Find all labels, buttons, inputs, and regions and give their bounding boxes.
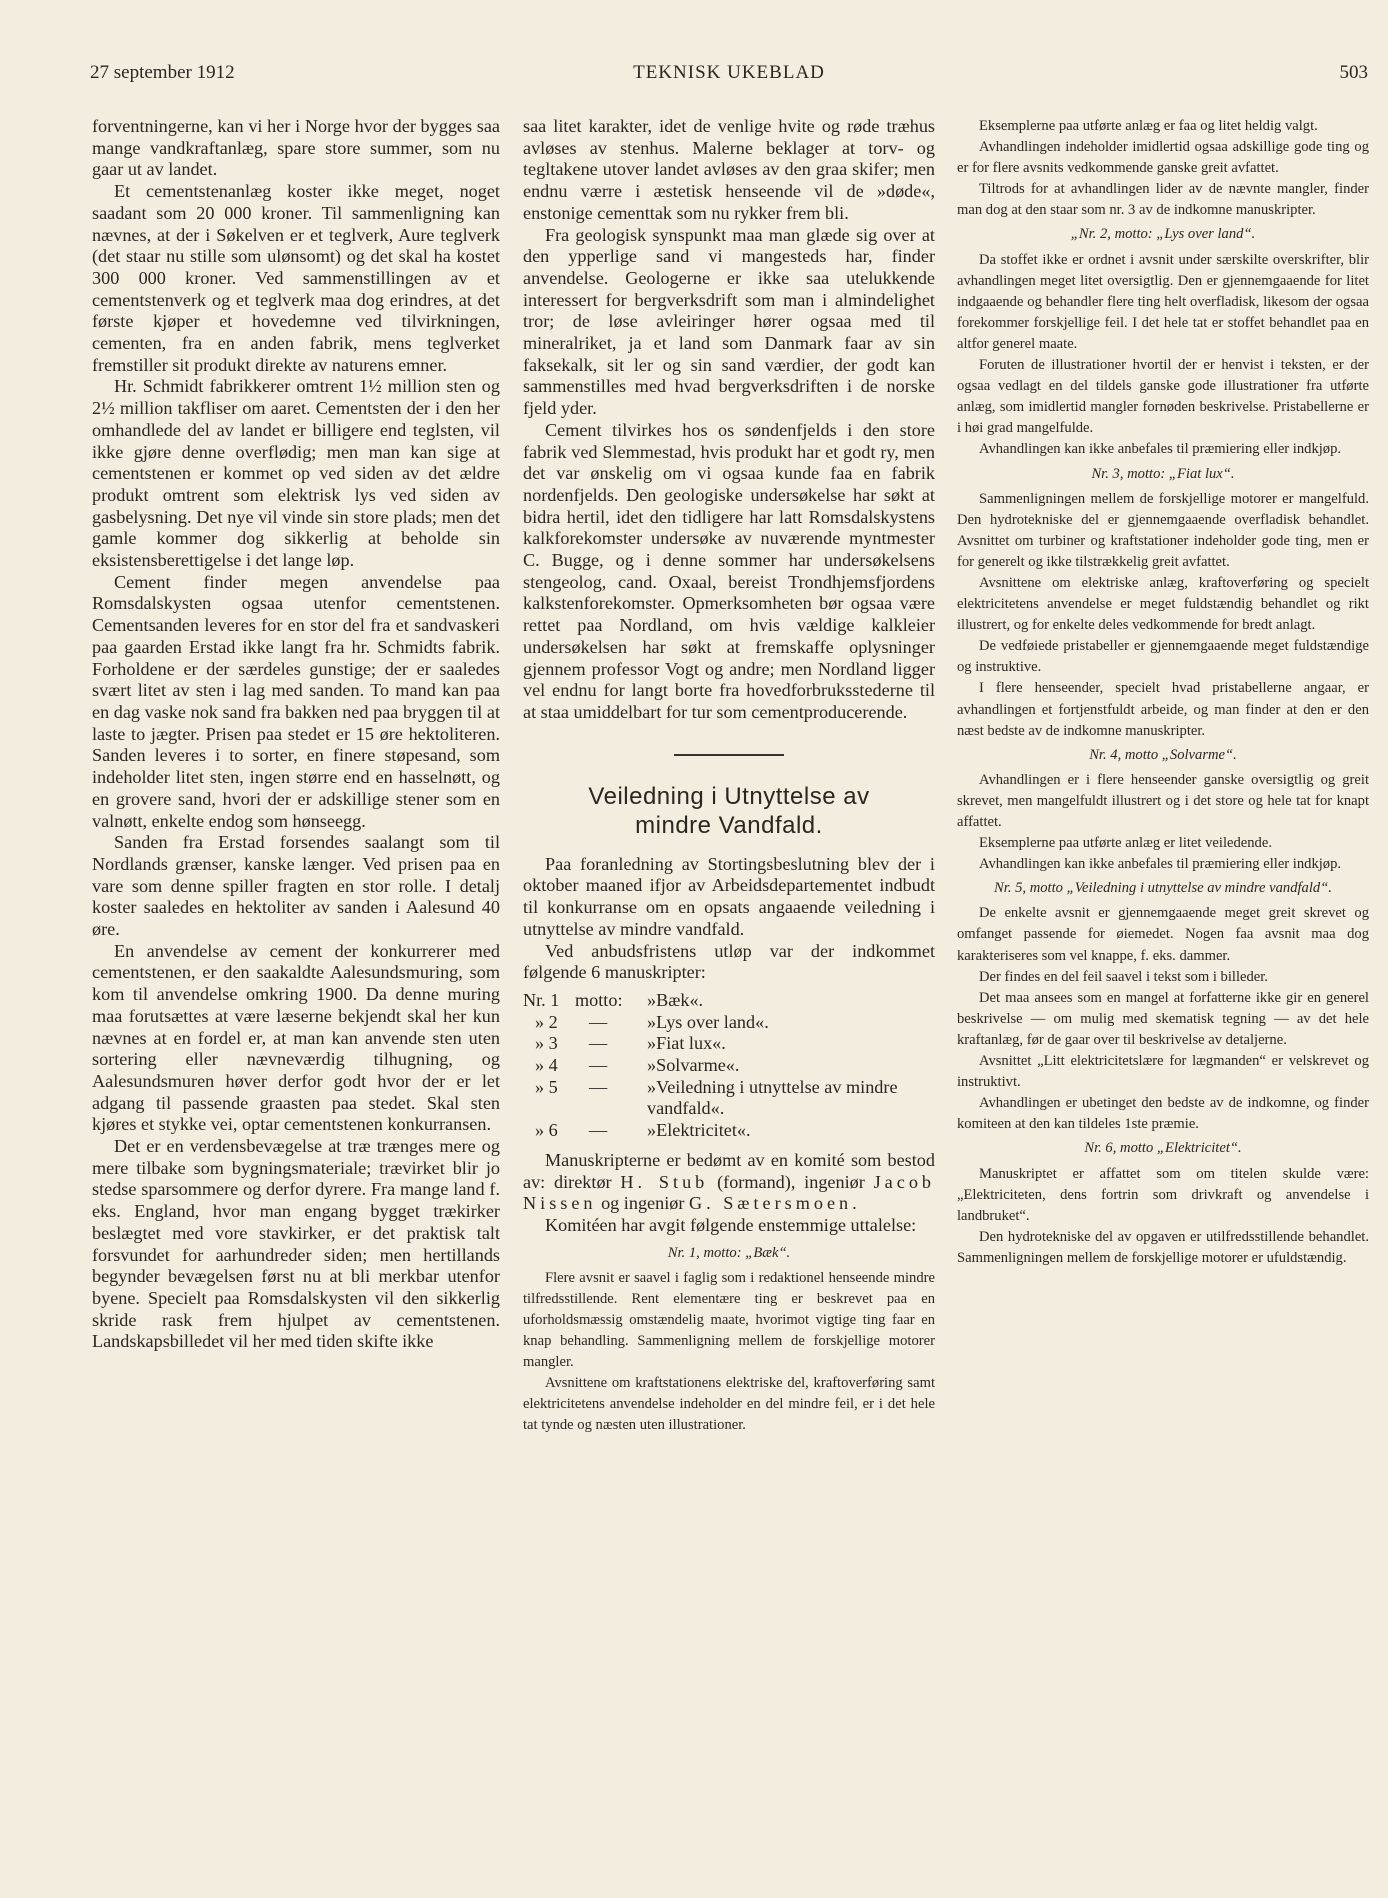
list-item-number: Nr. 1	[523, 989, 560, 1010]
person-name: G. Sætersmoen.	[688, 1193, 861, 1214]
paragraph: Ved anbudsfristens utløp var der indkommet følgende 6 manuskripter:	[523, 940, 935, 983]
paragraph: I flere henseender, specielt hvad pristabellerne angaar, er avhandlingen et fortjenstfuldt arbeide, og man finder at den er den næst bedste av de indkomne manuskripter.	[957, 680, 1369, 739]
paragraph: De vedføiede pristabeller er gjennemgaaende meget fuldstændige og instruktive.	[957, 638, 1369, 676]
paragraph: Det er en verdensbevægelse at træ trænges mere og mere tilbake som bygningsmateriale; trævirket blir jo stedse sparsommere og derfor dyrere. Fra mange land f. eks. England, hvor man engang bygget trækirker beslægtet med vore stavkirker, er det praktisk talt forsvundet for aarhundreder siden; men hertillands begynder bevægelsen først nu at bli merkbar utenfor byene. Specielt paa Romsdalskysten vil den sikkerlig skride rask frem hjulpet av cementstenen. Landskapsbilledet vil her med tiden skifte ikke	[92, 1136, 500, 1352]
paragraph: Avhandlingen indeholder imidlertid ogsaa adskillige gode ting og er for flere avsnits vedkommende ganske greit avfattet.	[957, 139, 1369, 177]
paragraph: Komitéen har avgit følgende enstemmige uttalelse:	[545, 1214, 917, 1235]
paragraph: En anvendelse av cement der konkurrerer med cementstenen, er den saakaldte Aalesundsmuring, som kom til anvendelse omkring 1900. Da denne muring maa forutsættes at være læserne bekjendt skal her kun nævnes at en fordel er, at man kan anvende sten uten sortering eller nævneværdig tilhugning, og Aalesundsmuren høver derfor godt hvor der er let adgang til passende graasten paa stedet. Skal sten kjøres et stykke vei, optar cementstenen konkurransen.	[92, 940, 500, 1135]
paragraph: Tiltrods for at avhandlingen lider av de nævnte mangler, finder man dog at den staar som nr. 3 av de indkomne manuskripter.	[957, 181, 1369, 219]
paragraph: Avhandlingen er ubetinget den bedste av de indkomne, og finder komiteen at den kan tildeles 1ste præmie.	[957, 1095, 1369, 1133]
text-run: og ingeniør	[596, 1193, 689, 1214]
article-heading	[523, 782, 935, 840]
paragraph: Flere avsnit er saavel i faglig som i redaktionel henseende mindre tilfredsstillende. Rent elementære ting er beskrevet paa en uforholdsmæssig omstændelig maate, hvorimot vigtige ting faar en knap behandling. Sammenligning mellem de forskjellige motorer mangler.	[523, 1269, 935, 1371]
paragraph: forventningerne, kan vi her i Norge hvor der bygges saa mange vandkraftanlæg, spare store summer, som nu gaar ut av landet.	[92, 116, 500, 180]
list-item-motto: motto:	[575, 989, 623, 1010]
list-item-title: »Bæk«.	[647, 989, 704, 1010]
paragraph: Eksemplerne paa utførte anlæg er litet veiledende.	[979, 835, 1272, 852]
paragraph: Eksemplerne paa utførte anlæg er faa og litet heldig valgt.	[979, 118, 1318, 134]
paragraph: Der findes en del feil saavel i tekst som i billeder.	[979, 968, 1268, 985]
paragraph: Avhandlingen kan ikke anbefales til præmiering eller indkjøp.	[979, 441, 1342, 458]
list-item-number: » 6	[535, 1120, 558, 1141]
committee-review	[523, 1243, 935, 1437]
paragraph: Sanden fra Erstad forsendes saalangt som til Nordlands grænser, kanske længer. Ved prisen paa en vare som denne spiller fragten en stor rolle. I detalj koster saaledes en hektoliter av sanden i Aalesund 40 øre.	[92, 832, 500, 940]
list-item-title: »Solvarme«.	[647, 1055, 740, 1076]
text-run: (formand), ingeniør	[708, 1171, 874, 1192]
section-divider	[674, 754, 784, 756]
list-item-number: » 5	[535, 1076, 558, 1097]
list-item-motto: —	[589, 1076, 608, 1097]
list-item-number: » 3	[535, 1033, 558, 1054]
list-item-number: » 4	[535, 1055, 558, 1076]
issue-date: 27 september 1912	[90, 62, 235, 83]
motto-heading: „Nr. 2, motto: „Lys over land“.	[1070, 226, 1256, 243]
manuscript-list	[523, 990, 935, 1142]
paragraph: Foruten de illustrationer hvortil der er henvist i teksten, er der ogsaa vedlagt en del tildels ganske gode illustrationer fra utførte anlæg, som imidlertid mangler fornøden beskrivelse. Pristabellerne er i høi grad mangelfulde.	[957, 357, 1369, 437]
paragraph: Avsnittene om kraftstationens elektriske del, kraftoverføring samt elektricitetens anvendelse indeholder en del mindre feil, er i det hele tat tynde og næsten uten illustrationer.	[523, 1375, 935, 1434]
paragraph: Avhandlingen er i flere henseender ganske oversigtlig og greit skrevet, men mangelfuldt illustrert og i det store og hele tat for knapt affattet.	[957, 771, 1369, 830]
paragraph: Cement finder megen anvendelse paa Romsdalskysten ogsaa utenfor cementstenen. Cementsanden leveres for en stor del fra et sandvaskeri paa gaarden Erstad ikke langt fra hr. Schmidts fabrik. Forholdene er der særdeles gunstige; der er saaledes svært litet av sten i lag med sanden. To mand kan paa en dag vaske nok sand fra bakken ned paa bryggen til at laste to jægter. Prisen paa stedet er 15 øre hektoliteren. Sanden leveres i to sorter, en finere støpesand, som indeholder litet sten, ingen større end en hasselnøtt, og en grovere sand, hvori der er adskillige stener som en valnøtt, enkelte endog som hønseegg.	[92, 571, 500, 831]
heading-line: mindre Vandfald.	[635, 811, 823, 839]
paragraph: Hr. Schmidt fabrikkerer omtrent 1½ million sten og 2½ million takfliser om aaret. Cementsten der i den her omhandlede del av landet er billigere end teglsten, vil ikke gjøre denne overflødig; men man kan sige at cementstenen er kommet op ved siden av det ældre produkt omtrent som elektrisk lys ved siden av gasbelysning. Det nye vil vinde sin store plads; men det gamle kommer dog sikkerlig at beholde sin eksistensberettigelse i det lange løp.	[92, 376, 500, 571]
list-item-title: »Lys over land«.	[647, 1011, 769, 1032]
committee-paragraph	[523, 1150, 935, 1215]
column-1	[92, 116, 500, 1353]
paragraph: Manuskriptet er affattet som om titelen skulde være: „Elektriciteten, dens fortrin som drivkraft og anvendelse i landbruket“.	[957, 1165, 1369, 1224]
list-item-motto: —	[589, 1055, 608, 1076]
page-header	[90, 62, 1368, 92]
paragraph: De enkelte avsnit er gjennemgaaende meget greit skrevet og omfanget passende for øiemedet. Nogen faa avsnit maa dog karakteriseres som vel knappe, f. eks. dammer.	[957, 905, 1369, 964]
motto-heading: Nr. 6, motto „Elektricitet“.	[1084, 1140, 1242, 1157]
paragraph: Det maa ansees som en mangel at forfatterne ikke gir en generel beskrivelse — om mulig med skematisk tegning — av det hele kraftanlæg, før de gaar over til beskrivelse av detaljerne.	[957, 989, 1369, 1048]
paragraph: Avsnittet „Litt elektricitetslære for lægmanden“ er velskrevet og instruktivt.	[957, 1053, 1369, 1091]
text-run: Manuskripterne er bedømt av en komité som bestod av: direktør	[523, 1149, 935, 1192]
list-item-motto: —	[589, 1033, 608, 1054]
person-name: Jacob Nissen	[523, 1171, 935, 1214]
motto-heading: Nr. 5, motto „Veiledning i utnyttelse av mindre vandfald“.	[994, 880, 1332, 897]
paragraph: Paa foranledning av Stortingsbeslutning blev der i oktober maaned ifjor av Arbeidsdepartementet indbudt til konkurranse om en opsats angaaende veiledning i utnyttelse av mindre vandfald.	[523, 853, 935, 939]
paragraph: Fra geologisk synspunkt maa man glæde sig over at den ypperlige sand vi mangesteds har, finder anvendelse. Geologerne er ikke saa utelukkende interessert for bergverksdrift som man i almindelighet tror; de løse avleiringer hører ogsaa med til mineralriket, ja et land som Danmark faar av sin faksekalk, sit ler og sin sand værdier, der godt kan sammenstilles med hvad bergverksdriften i de norske fjeld yder.	[523, 224, 935, 419]
motto-heading: Nr. 3, motto: „Fiat lux“.	[1091, 465, 1235, 482]
paragraph: saa litet karakter, idet de venlige hvite og røde træhus avløses av stenhus. Malerne beklager at torv- og tegltakene utover landet avløses av den graa skifer; men endnu værre i æstetisk henseende vil de »døde«, enstonige cementtak som nu rykker frem bli.	[523, 116, 935, 223]
paragraph: Da stoffet ikke er ordnet i avsnit under særskilte overskrifter, blir avhandlingen meget litet oversigtlig. Den er gjennemgaaende for litet indgaaende og behandler flere ting helt overfladisk, likesom der ogsaa forekommer forskjellige feil. I det hele tat er stoffet behandlet paa en altfor generel maate.	[957, 251, 1369, 352]
paragraph: Cement tilvirkes hos os søndenfjelds i den store fabrik ved Slemmestad, hvis produkt har et godt ry, men det var ønskelig om vi ogsaa kunde faa en fabrik nordenfjelds. Den geologiske undersøkelse har søkt at bidra hertil, idet den tidligere har latt Romsdalskystens kalkforekomster undersøke av nuværende myntmester C. Bugge, og i denne sommer har undersøkelsens stengeolog, cand. Oxaal, bereist Trondhjemsfjordens kalkstenforekomster. Opmerksomheten bør ogsaa være rettet paa Nordland, om hvis vældige kalkleier undersøkelsen har søkt at fremskaffe oplysninger gjennem professor Vogt og andre; men Nordland ligger vel endnu for langt borte fra hovedforbruksstederne til at staa umiddelbart for tur som cementproducerende.	[523, 419, 935, 722]
list-item	[523, 1077, 935, 1120]
list-item-motto: —	[589, 1011, 608, 1032]
paragraph: Avhandlingen kan ikke anbefales til præmiering eller indkjøp.	[979, 856, 1342, 873]
list-item-motto: —	[589, 1120, 608, 1141]
list-item	[523, 990, 935, 1012]
list-item	[523, 1033, 935, 1055]
column-2	[523, 116, 935, 1436]
heading-line: Veiledning i Utnyttelse av	[588, 782, 870, 810]
list-item-title: »Elektricitet«.	[647, 1120, 751, 1141]
list-item-title: »Veiledning i utnyttelse av mindre vandfald«.	[647, 1076, 898, 1119]
list-item	[523, 1012, 935, 1034]
list-item	[523, 1055, 935, 1077]
motto-heading: Nr. 4, motto „Solvarme“.	[1089, 746, 1237, 763]
paragraph: Sammenligningen mellem de forskjellige motorer er mangelfuld. Den hydrotekniske del er gjennemgaaende overfladisk behandlet. Avsnittet om turbiner og kraftstationer indeholder gode ting, men er for generelt og ikke tilstrækkelig greit avfattet.	[957, 490, 1369, 570]
motto-heading: Nr. 1, motto: „Bæk“.	[667, 1244, 791, 1261]
list-item-number: » 2	[535, 1011, 558, 1032]
person-name: H. Stub	[620, 1171, 709, 1192]
list-item-title: »Fiat lux«.	[647, 1033, 726, 1054]
column-3	[957, 116, 1369, 1269]
list-item	[523, 1120, 935, 1142]
paragraph: Den hydrotekniske del av opgaven er utilfredsstillende behandlet. Sammenligningen mellem de forskjellige motorer er ufuldstændig.	[957, 1228, 1369, 1266]
page-number: 503	[1339, 62, 1368, 83]
journal-title: TEKNISK UKEBLAD	[633, 62, 825, 83]
paragraph: Avsnittene om elektriske anlæg, kraftoverføring og specielt elektricitetens anvendelse er meget fuldstændig behandlet og rikt illustrert, og for enkelte deles vedkommende for bredt anlagt.	[957, 574, 1369, 634]
paragraph: Et cementstenanlæg koster ikke meget, noget saadant som 20 000 kroner. Til sammenligning kan nævnes, at der i Søkelven er et teglverk, Aure teglverk (det staar nu stille som ulønsomt) og det skal ha kostet 300 000 kroner. Ved sammenstillingen av et cementstenverk og et teglverk maa dog erindres, at det første kjøper et hovedemne ved tilvirkningen, cementen, fra en anden fabrik, mens teglverket fremstiller sit produkt direkte av naturens emner.	[92, 181, 500, 375]
